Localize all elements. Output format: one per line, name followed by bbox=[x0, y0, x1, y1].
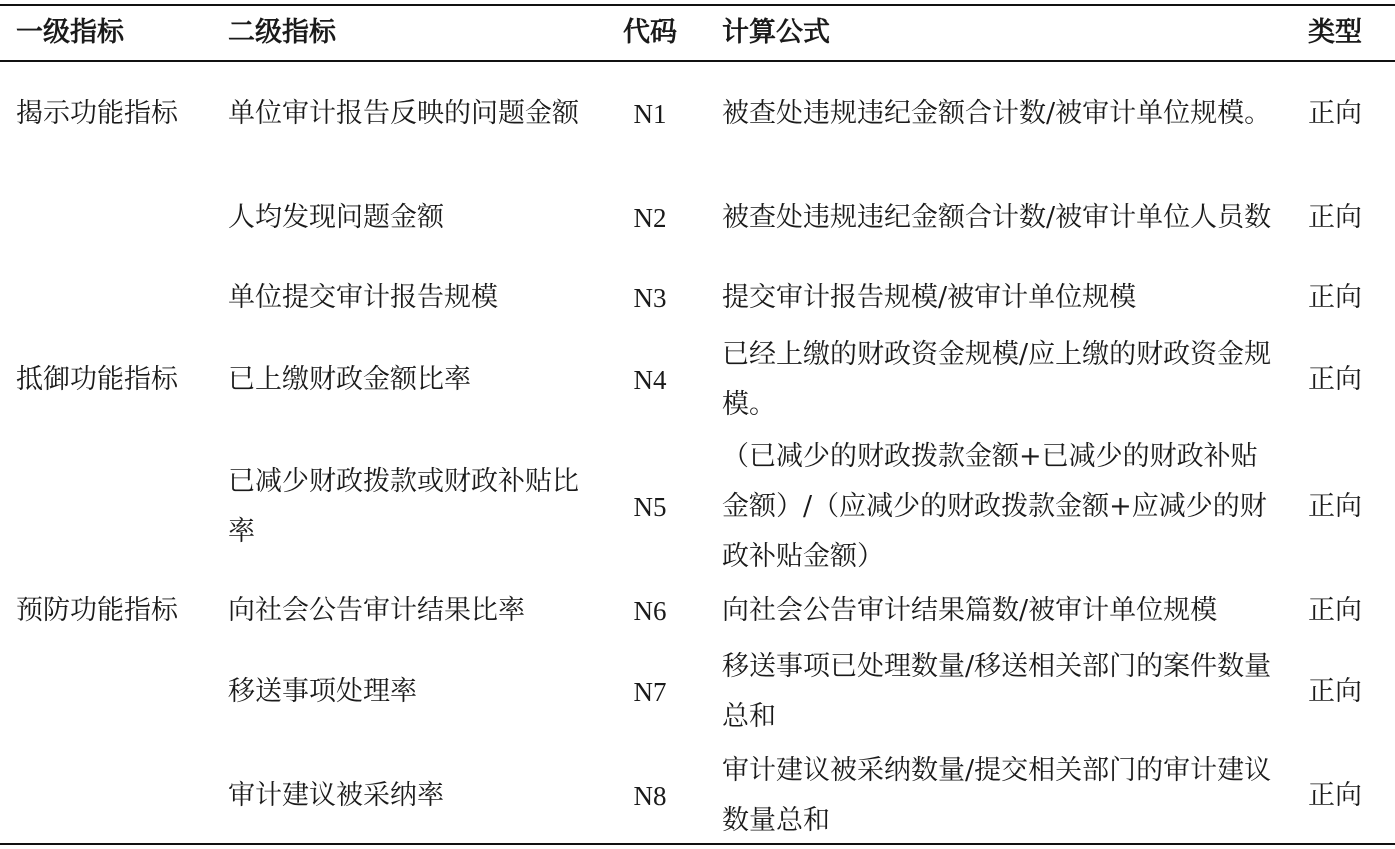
code-cell: N1 bbox=[633, 98, 667, 129]
header-level1: 一级指标 bbox=[16, 17, 124, 48]
table-row bbox=[0, 585, 1395, 637]
table-header bbox=[0, 6, 1395, 60]
code-cell: N5 bbox=[633, 491, 667, 522]
formula-cell: 被查处违规违纪金额合计数/被审计单位规模。 bbox=[722, 98, 1272, 129]
formula-cell: 审计建议被采纳数量/提交相关部门的审计建议数量总和 bbox=[722, 755, 1272, 836]
table-row bbox=[0, 746, 1395, 846]
level2-cell: 移送事项处理率 bbox=[228, 676, 417, 707]
formula-cell: （已减少的财政拨款金额+已减少的财政补贴金额）/（应减少的财政拨款金额+应减少的财政补贴金额） bbox=[722, 441, 1267, 572]
table-row bbox=[0, 642, 1395, 742]
group-label-reveal: 揭示功能指标 bbox=[16, 98, 178, 129]
level2-cell: 已上缴财政金额比率 bbox=[228, 364, 471, 395]
code-cell: N6 bbox=[633, 595, 667, 626]
level2-cell: 已减少财政拨款或财政补贴比率 bbox=[228, 466, 579, 547]
code-cell: N8 bbox=[633, 780, 667, 811]
level2-cell: 单位提交审计报告规模 bbox=[228, 282, 498, 313]
level2-cell: 审计建议被采纳率 bbox=[228, 780, 444, 811]
bottom-rule bbox=[0, 843, 1395, 845]
header-level2: 二级指标 bbox=[228, 17, 336, 48]
formula-cell: 已经上缴的财政资金规模/应上缴的财政资金规模。 bbox=[722, 339, 1272, 420]
level2-cell: 单位审计报告反映的问题金额 bbox=[228, 98, 579, 129]
header-rule bbox=[0, 60, 1395, 62]
table-row bbox=[0, 330, 1395, 430]
type-cell: 正向 bbox=[1308, 491, 1362, 522]
table-row bbox=[0, 272, 1395, 324]
type-cell: 正向 bbox=[1308, 780, 1362, 811]
formula-cell: 移送事项已处理数量/移送相关部门的案件数量总和 bbox=[722, 651, 1272, 732]
group-label-prevent: 预防功能指标 bbox=[16, 595, 178, 626]
type-cell: 正向 bbox=[1308, 98, 1362, 129]
code-cell: N4 bbox=[633, 364, 667, 395]
level2-cell: 人均发现问题金额 bbox=[228, 202, 444, 233]
type-cell: 正向 bbox=[1308, 595, 1362, 626]
header-type: 类型 bbox=[1308, 17, 1362, 48]
formula-cell: 提交审计报告规模/被审计单位规模 bbox=[722, 282, 1137, 313]
code-cell: N3 bbox=[633, 282, 667, 313]
code-cell: N2 bbox=[633, 202, 667, 233]
header-formula: 计算公式 bbox=[722, 17, 830, 48]
table-row bbox=[0, 64, 1395, 164]
table-row bbox=[0, 168, 1395, 268]
code-cell: N7 bbox=[633, 676, 667, 707]
formula-cell: 被查处违规违纪金额合计数/被审计单位人员数 bbox=[722, 202, 1272, 233]
type-cell: 正向 bbox=[1308, 202, 1362, 233]
type-cell: 正向 bbox=[1308, 364, 1362, 395]
group-label-resist: 抵御功能指标 bbox=[16, 364, 178, 395]
formula-cell: 向社会公告审计结果篇数/被审计单位规模 bbox=[722, 595, 1218, 626]
type-cell: 正向 bbox=[1308, 282, 1362, 313]
type-cell: 正向 bbox=[1308, 676, 1362, 707]
level2-cell: 向社会公告审计结果比率 bbox=[228, 595, 525, 626]
table-row bbox=[0, 432, 1395, 582]
header-code: 代码 bbox=[623, 17, 677, 48]
